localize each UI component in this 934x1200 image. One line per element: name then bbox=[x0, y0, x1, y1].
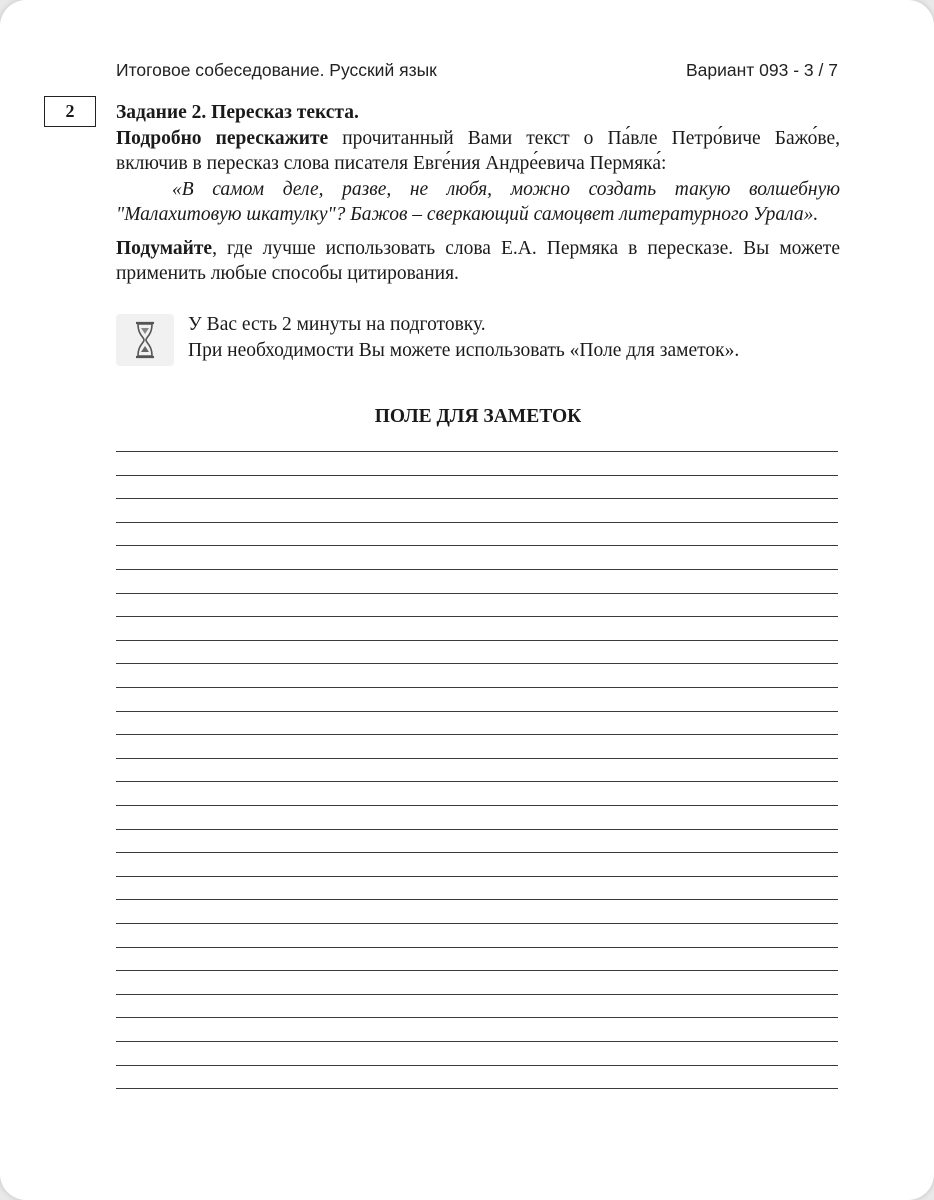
hint-bold: Подумайте bbox=[116, 237, 213, 259]
notes-rule-line bbox=[116, 923, 838, 924]
task-block bbox=[116, 100, 840, 287]
prep-time-line: У Вас есть 2 минуты на подготовку. bbox=[188, 314, 486, 335]
notes-rule-line bbox=[116, 970, 838, 971]
instruction-bold: Подробно перескажите bbox=[116, 127, 329, 149]
notes-rule-line bbox=[116, 593, 838, 594]
notes-rule-line bbox=[116, 475, 838, 476]
notes-rule-line bbox=[116, 498, 838, 499]
task-number-box bbox=[44, 96, 96, 127]
notes-rule-line bbox=[116, 876, 838, 877]
notes-rule-line bbox=[116, 522, 838, 523]
notice-text bbox=[188, 312, 739, 363]
header-subject: Итоговое собеседование. Русский язык bbox=[116, 60, 437, 80]
notes-rule-line bbox=[116, 852, 838, 853]
instruction-text: прочитанный Вами текст о Па́вле Петро́виче Бажо́ве, включив в пересказ слова писателя Евге́ния Андре́евича Пермяка́: bbox=[116, 127, 840, 174]
notes-rule-line bbox=[116, 781, 838, 782]
notes-field-hint: При необходимости Вы можете использовать «Поле для заметок». bbox=[188, 339, 740, 361]
task-number: 2 bbox=[65, 101, 75, 121]
notes-rule-line bbox=[116, 569, 838, 570]
notes-rule-line bbox=[116, 805, 838, 806]
notes-rule-line bbox=[116, 640, 838, 641]
task-title: Задание 2. Пересказ текста. bbox=[116, 102, 359, 123]
header-variant-page: Вариант 093 - 3 / 7 bbox=[686, 60, 838, 80]
hint-text: , где лучше использовать слова Е.А. Пермяка в пересказе. Вы можете применить любые способы цитирования. bbox=[116, 237, 840, 284]
task-hint bbox=[116, 236, 840, 287]
notes-rule-line bbox=[116, 899, 838, 900]
task-instruction bbox=[116, 126, 840, 177]
prep-time-notice bbox=[116, 312, 840, 368]
notes-rule-line bbox=[116, 451, 838, 452]
hourglass-icon bbox=[116, 314, 174, 366]
notes-field-title: ПОЛЕ ДЛЯ ЗАМЕТОК bbox=[374, 406, 582, 427]
notes-rule-line bbox=[116, 1065, 838, 1066]
notes-rule-line bbox=[116, 947, 838, 948]
notes-rule-line bbox=[116, 687, 838, 688]
notes-rule-line bbox=[116, 1088, 838, 1089]
notes-rule-line bbox=[116, 758, 838, 759]
notes-rule-line bbox=[116, 1017, 838, 1018]
notes-rule-line bbox=[116, 545, 838, 546]
notes-rule-line bbox=[116, 663, 838, 664]
notes-rule-line bbox=[116, 1041, 838, 1042]
notes-rule-line bbox=[116, 711, 838, 712]
permyak-quote: «В самом деле, разве, не любя, можно создать такую волшебную "Малахитовую шкатулку"? Бажов – сверкающий самоцвет литературного Урала». bbox=[116, 178, 840, 225]
notes-rule-line bbox=[116, 734, 838, 735]
notes-rule-line bbox=[116, 829, 838, 830]
notes-rule-line bbox=[116, 994, 838, 995]
notes-rule-line bbox=[116, 616, 838, 617]
